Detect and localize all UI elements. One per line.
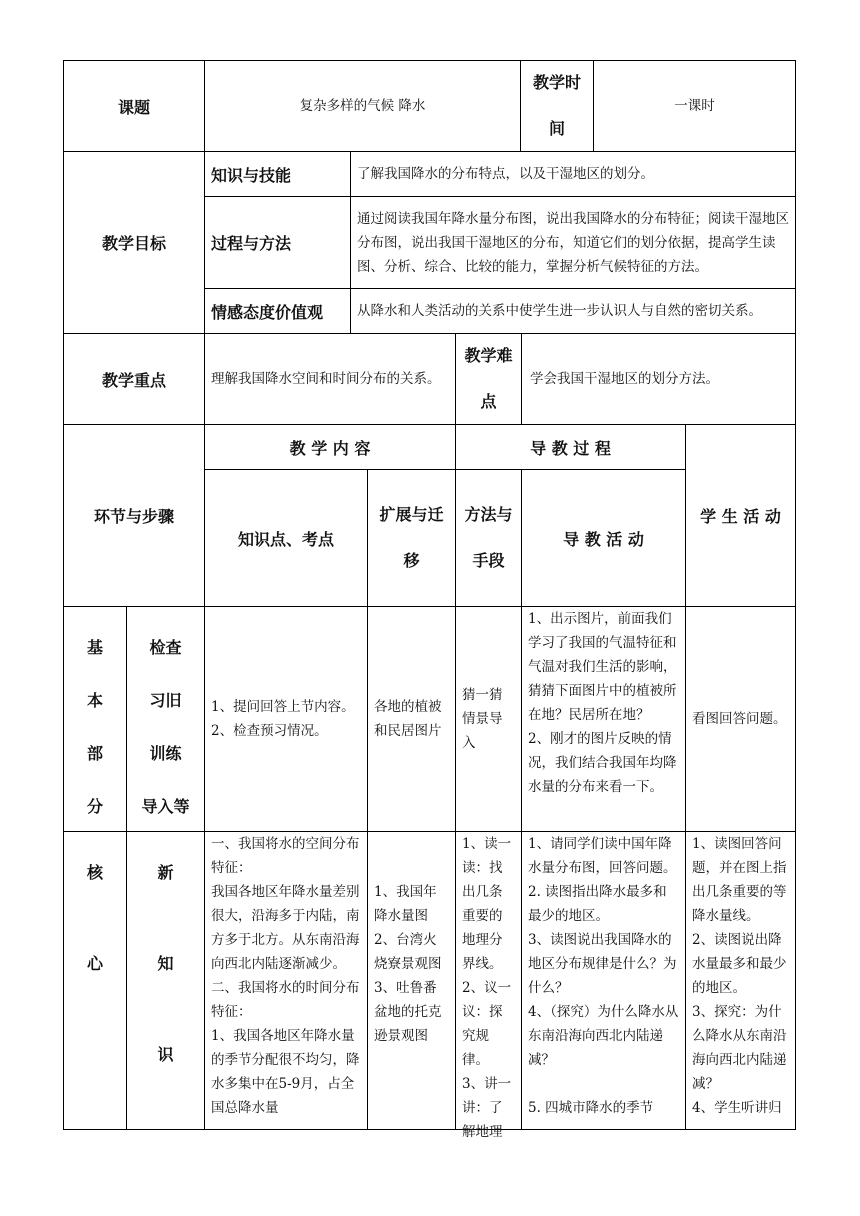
extension-header: 扩展与迁移 bbox=[379, 505, 444, 570]
row1-method-cell bbox=[455, 606, 522, 832]
row1-student-cell bbox=[685, 606, 796, 832]
objective-2-text: 通过阅读我国年降水量分布图，说出我国降水的分布特征；阅读干湿地区分布图，说出我国干湿地区的分布，知道它们的划分依据，提高学生读图、分析、综合、比较的能力，掌握分析气候特征的方法。 bbox=[357, 210, 789, 275]
row1-step-line: 习旧 bbox=[149, 691, 182, 710]
row2-guide-cell bbox=[521, 831, 686, 1130]
topic-value: 复杂多样的气候 降水 bbox=[299, 98, 426, 114]
row2-part-cell bbox=[63, 831, 127, 1130]
time-label-cell bbox=[520, 60, 594, 152]
row1-step-line: 检查 bbox=[149, 638, 182, 657]
key-point-text-cell bbox=[204, 333, 456, 425]
row2-step-char: 新 bbox=[157, 863, 174, 882]
objective-3-text: 从降水和人类活动的关系中使学生进一步认识人与自然的密切关系。 bbox=[357, 303, 762, 319]
time-value-cell bbox=[593, 60, 796, 152]
extension-header-cell bbox=[367, 469, 456, 607]
row1-knowledge: 1、提问回答上节内容。 2、检查预习情况。 bbox=[211, 699, 355, 739]
row2-part-char: 核 bbox=[86, 863, 103, 882]
row1-part-char: 部 bbox=[86, 744, 103, 763]
row2-step-char: 识 bbox=[157, 1045, 174, 1064]
objectives-label: 教学目标 bbox=[101, 234, 166, 253]
guide-group-header-cell bbox=[455, 424, 686, 470]
objective-3-text-cell bbox=[350, 288, 796, 334]
row1-method: 猜一猜情景导入 bbox=[462, 687, 503, 751]
content-group-header: 教 学 内 容 bbox=[289, 438, 371, 458]
difficulty-text-cell bbox=[521, 333, 796, 425]
method-header-cell bbox=[455, 469, 522, 607]
objective-2-label-cell bbox=[204, 196, 351, 289]
row1-guide-cell bbox=[521, 606, 686, 832]
objective-1-text-cell bbox=[350, 151, 796, 197]
objective-1-text: 了解我国降水的分布特点，以及干湿地区的划分。 bbox=[357, 166, 654, 182]
row2-extension: 1、我国年降水量图 2、台湾火烧寮景观图 3、吐鲁番盆地的托克逊景观图 bbox=[374, 884, 442, 1044]
row1-guide: 1、出示图片，前面我们学习了我国的气温特征和气温对我们生活的影响，猜猜下面图片中的植被所在地？民居所在地？ 2、刚才的图片反映的情况，我们结合我国年均降水量的分布来看一下。 bbox=[528, 611, 677, 795]
row2-knowledge-cell bbox=[204, 831, 368, 1130]
topic-label: 课题 bbox=[117, 97, 150, 117]
objectives-label-cell bbox=[63, 151, 205, 334]
row1-part-char: 分 bbox=[86, 797, 103, 816]
knowledge-header-cell bbox=[204, 469, 368, 607]
objective-1-label-cell bbox=[204, 151, 351, 197]
topic-value-cell bbox=[204, 60, 521, 152]
row2-knowledge: 一、我国将水的空间分布特征： 我国各地区年降水量差别很大，沿海多于内陆，南方多于北方。从东南沿海向西北内陆逐渐减少。 二、我国将水的时间分布特征： 1、我国各地区年降水量的季节分配很不均匀，降水多集中在5-9月，占全国总降水量 bbox=[211, 836, 360, 1116]
guide-activity-header: 导 教 活 动 bbox=[563, 529, 644, 549]
difficulty-label-cell bbox=[455, 333, 522, 425]
topic-label-cell bbox=[63, 60, 205, 152]
row1-step bbox=[127, 607, 204, 831]
time-label: 教学时间 bbox=[532, 73, 581, 138]
objective-2-text-cell bbox=[350, 196, 796, 289]
row2-step-char: 知 bbox=[157, 954, 174, 973]
row1-part bbox=[64, 607, 126, 831]
student-activity-header-cell bbox=[685, 424, 796, 607]
objective-2-label: 过程与方法 bbox=[211, 234, 292, 253]
row1-extension-cell bbox=[367, 606, 456, 832]
objective-3-label: 情感态度价值观 bbox=[211, 302, 324, 322]
row2-part bbox=[64, 832, 126, 1129]
guide-group-header: 导 教 过 程 bbox=[530, 438, 611, 458]
lesson-plan-table bbox=[64, 61, 797, 1140]
student-activity-header: 学 生 活 动 bbox=[700, 507, 781, 526]
row2-step-cell bbox=[126, 831, 205, 1130]
content-group-header-cell bbox=[204, 424, 456, 470]
method-header: 方法与手段 bbox=[464, 505, 513, 570]
row1-student: 看图回答问题。 bbox=[692, 711, 787, 727]
difficulty-text: 学会我国干湿地区的划分方法。 bbox=[530, 371, 719, 387]
steps-header: 环节与步骤 bbox=[93, 507, 174, 526]
time-value: 一课时 bbox=[674, 98, 715, 114]
row2-extension-cell bbox=[367, 831, 456, 1130]
guide-activity-header-cell bbox=[521, 469, 686, 607]
row1-step-line: 训练 bbox=[149, 744, 182, 763]
row2-student-cell bbox=[685, 831, 796, 1130]
row1-step-line: 导入等 bbox=[141, 797, 190, 816]
key-point-text: 理解我国降水空间和时间分布的关系。 bbox=[211, 371, 441, 387]
knowledge-header: 知识点、考点 bbox=[237, 529, 334, 549]
objective-1-label: 知识与技能 bbox=[211, 165, 292, 185]
row1-part-cell bbox=[63, 606, 127, 832]
row2-method-cell bbox=[455, 831, 522, 1140]
row1-extension: 各地的植被和民居图片 bbox=[374, 699, 442, 739]
row2-step bbox=[127, 832, 204, 1129]
row2-part-char: 心 bbox=[86, 954, 103, 973]
steps-header-cell bbox=[63, 424, 205, 607]
row2-method: 1、读一读：找出几条重要的地理分界线。 2、议一议：探究规律。 3、讲一讲：了解地理 bbox=[462, 836, 512, 1140]
row2-student: 1、读图回答问题，并在图上指出几条重要的等降水量线。 2、读图说出降水量最多和最少的地区。 3、探究：为什么降水从东南沿海向西北内陆递减？ 4、学生听讲归 bbox=[692, 836, 787, 1116]
key-point-label-cell bbox=[63, 333, 205, 425]
objective-3-label-cell bbox=[204, 288, 351, 334]
row1-part-char: 基 bbox=[86, 638, 103, 657]
row1-step-cell bbox=[126, 606, 205, 832]
row1-part-char: 本 bbox=[86, 691, 103, 710]
key-point-label: 教学重点 bbox=[101, 370, 166, 390]
row2-guide: 1、请同学们读中国年降水量分布图，回答问题。 2. 读图指出降水最多和最少的地区。 3、读图说出我国降水的地区分布规律是什么？为什么？ 4、（探究）为什么降水从东南沿海向西北内陆递减？ 5. 四城市降水的季节 bbox=[528, 836, 679, 1116]
row1-knowledge-cell bbox=[204, 606, 368, 832]
difficulty-label: 教学难点 bbox=[464, 346, 513, 411]
